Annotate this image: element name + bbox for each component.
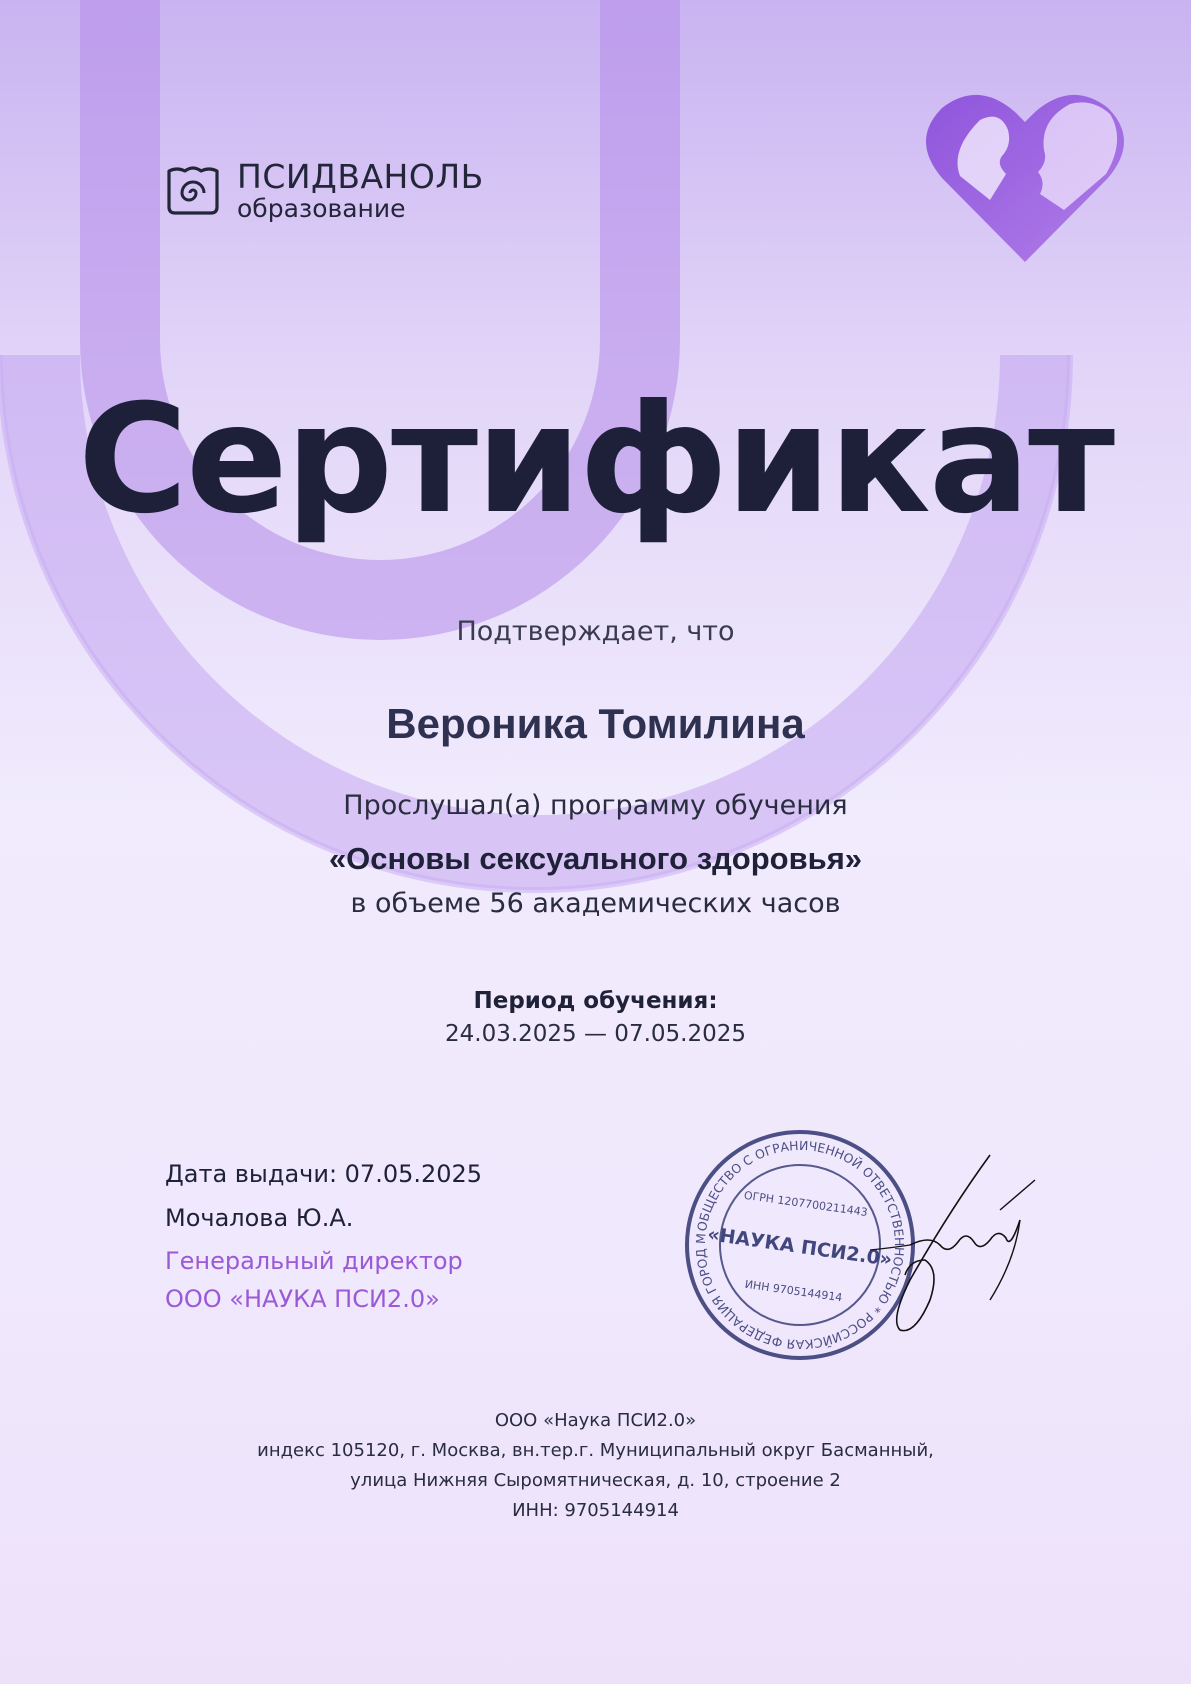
footer-inn: ИНН: 9705144914 (512, 1500, 679, 1521)
certificate-title: Сертификат (77, 373, 1114, 547)
period-dates: 24.03.2025 — 07.05.2025 (445, 1021, 746, 1047)
issuer-organization: ООО «НАУКА ПСИ2.0» (165, 1285, 440, 1313)
signer-name: Мочалова Ю.А. (165, 1204, 354, 1232)
recipient-name: Вероника Томилина (386, 700, 805, 747)
footer-company: ООО «Наука ПСИ2.0» (494, 1410, 697, 1431)
period-label: Период обучения: (473, 988, 718, 1014)
heart-profile-emblem-icon (920, 90, 1130, 265)
brand-subtitle: образование (237, 194, 406, 223)
listened-text: Прослушал(а) программу обучения (343, 790, 848, 821)
signer-position: Генеральный директор (165, 1247, 463, 1275)
stamp-inn: ИНН 9705144914 (743, 1277, 844, 1305)
logo-spiral-icon (163, 163, 223, 219)
brand-name: ПСИДВАНОЛЬ (237, 157, 484, 196)
footer-address-2: улица Нижняя Сыромятническая, д. 10, строение 2 (350, 1470, 841, 1491)
program-title: «Основы сексуального здоровья» (328, 841, 863, 876)
brand-logo (163, 157, 484, 223)
handwritten-signature (870, 1150, 1040, 1340)
stamp-ogrn: ОГРН 1207700211443 (743, 1188, 869, 1220)
confirms-text: Подтверждает, что (456, 616, 735, 647)
volume-text: в объеме 56 академических часов (350, 888, 841, 919)
footer-address-1: индекс 105120, г. Москва, вн.тер.г. Муниципальный округ Басманный, (257, 1440, 934, 1461)
stamp-ring-text: ОБЩЕСТВО С ОГРАНИЧЕННОЙ ОТВЕТСТВЕННОСТЬЮ * РОССИЙСКАЯ ФЕДЕРАЦИЯ ГОРОД МОСКВА (692, 1137, 908, 1353)
issue-date: Дата выдачи: 07.05.2025 (165, 1160, 483, 1188)
stamp-center-text: «НАУКА ПСИ2.0» (706, 1223, 894, 1271)
